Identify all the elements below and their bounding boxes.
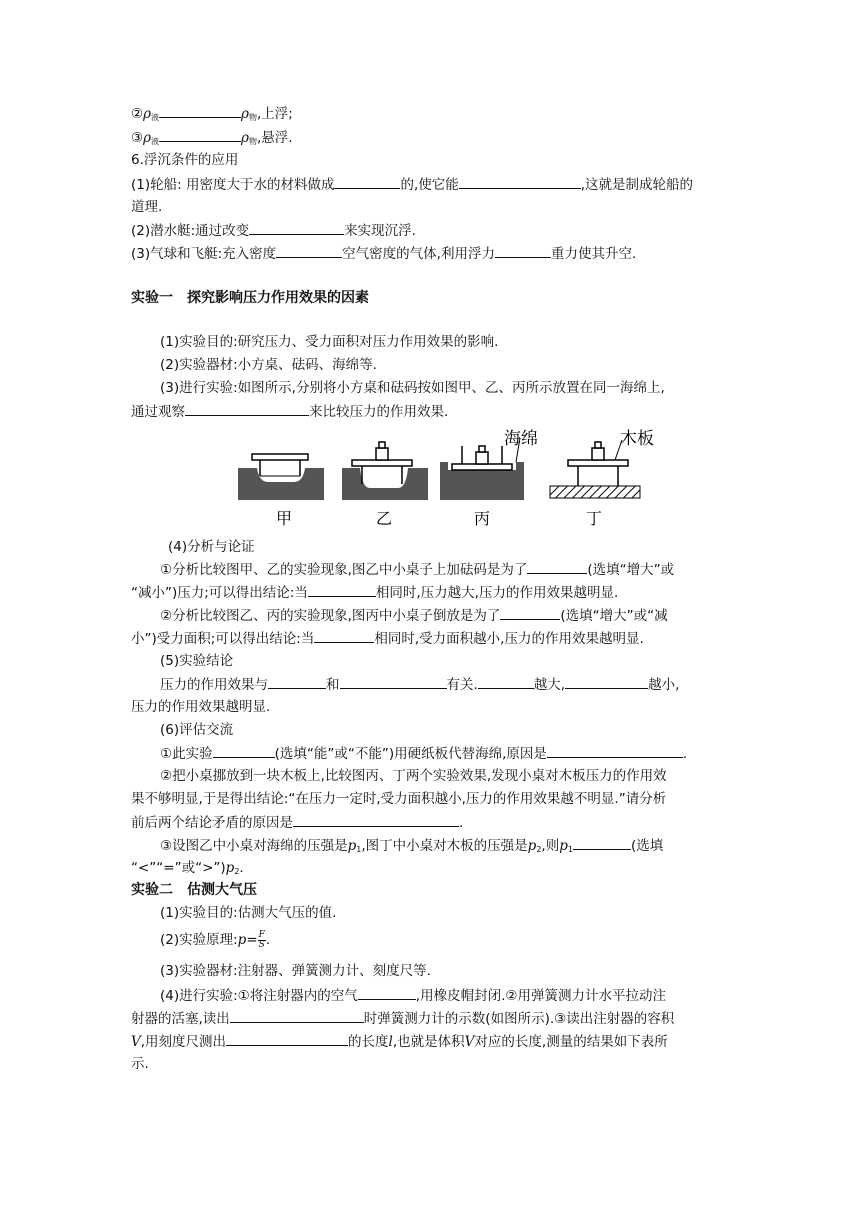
figure-yi bbox=[342, 442, 428, 528]
exp2-procedure-1 bbox=[160, 985, 666, 1006]
subscript-liquid: 液 bbox=[151, 137, 160, 146]
figure-label: 甲 bbox=[276, 509, 293, 528]
condition-text: ,悬浮. bbox=[256, 130, 293, 146]
exp2-procedure-4: 示. bbox=[131, 1056, 149, 1072]
exp2-purpose: (1)实验目的:估测大气压的值. bbox=[160, 905, 337, 921]
board-label: 木板 bbox=[620, 429, 654, 449]
text: 来实现沉浮. bbox=[344, 223, 416, 239]
evaluation-2-line-1: ②把小桌挪放到一块木板上,比较图丙、丁两个实验效果,发现小桌对木板压力的作用效 bbox=[160, 768, 667, 784]
pressure-symbol: p bbox=[237, 932, 247, 948]
text: 通过观察 bbox=[131, 404, 185, 420]
pressure-symbol: p bbox=[527, 838, 537, 854]
text: 前后两个结论矛盾的原因是 bbox=[131, 815, 293, 831]
text: “<”“=”或“>”) bbox=[131, 860, 226, 876]
answer-blank[interactable] bbox=[340, 674, 447, 689]
text: ,用刻度尺测出 bbox=[140, 1034, 227, 1050]
answer-blank[interactable] bbox=[276, 243, 342, 258]
text: ①分析比较图甲、乙的实验现象,图乙中小桌子上加砝码是为了 bbox=[160, 562, 528, 578]
evaluation-title: (6)评估交流 bbox=[160, 722, 234, 738]
pressure-symbol: p bbox=[225, 860, 235, 876]
answer-blank[interactable] bbox=[358, 985, 416, 1000]
text: (2)实验原理: bbox=[160, 932, 238, 948]
sponge-label: 海绵 bbox=[504, 429, 538, 449]
density-condition-rise bbox=[131, 103, 293, 128]
answer-blank[interactable] bbox=[459, 174, 581, 189]
subscript-liquid: 液 bbox=[151, 113, 160, 122]
text: . bbox=[239, 860, 244, 876]
answer-blank[interactable] bbox=[293, 812, 459, 827]
pressure-symbol: p bbox=[347, 838, 357, 854]
numerator: F bbox=[258, 929, 265, 940]
text: . bbox=[265, 932, 271, 948]
text: 相同时,受力面积越小,压力的作用效果越明显. bbox=[374, 631, 644, 647]
answer-blank[interactable] bbox=[230, 1008, 364, 1023]
answer-blank[interactable] bbox=[500, 605, 560, 620]
conclusion-line-2: 压力的作用效果越明显. bbox=[131, 699, 271, 715]
text: . bbox=[682, 746, 688, 762]
balloon-line bbox=[131, 243, 636, 264]
denominator: S bbox=[258, 939, 265, 950]
figure-label: 丙 bbox=[474, 509, 491, 528]
text: 对应的长度,测量的结果如下表所 bbox=[474, 1034, 668, 1050]
answer-blank[interactable] bbox=[249, 220, 344, 235]
figure-label: 乙 bbox=[376, 509, 393, 528]
volume-symbol: V bbox=[464, 1034, 475, 1050]
subscript: 2 bbox=[536, 845, 542, 854]
section-heading: 6.浮沉条件的应用 bbox=[131, 152, 239, 168]
evaluation-1 bbox=[160, 743, 687, 764]
evaluation-2-line-2: 果不够明显,于是得出结论:“在压力一定时,受力面积越小,压力的作用效果越不明显.”请分析 bbox=[131, 791, 667, 807]
rho-symbol: ρ bbox=[241, 130, 249, 146]
text: 相同时,压力越大,压力的作用效果越明显. bbox=[375, 585, 619, 601]
conclusion-title: (5)实验结论 bbox=[160, 653, 234, 669]
figure-bing bbox=[440, 429, 538, 528]
exp2-principle bbox=[160, 930, 270, 950]
text: 空气密度的气体,利用浮力 bbox=[342, 246, 495, 262]
density-condition-suspend bbox=[131, 127, 293, 152]
answer-blank[interactable] bbox=[213, 743, 275, 758]
answer-blank[interactable] bbox=[159, 127, 241, 142]
exp1-procedure-2 bbox=[131, 401, 448, 422]
figure-ding bbox=[550, 429, 654, 528]
text: 和 bbox=[326, 677, 340, 693]
answer-blank[interactable] bbox=[314, 628, 374, 643]
volume-symbol: V bbox=[131, 1034, 141, 1050]
text: ,则 bbox=[541, 838, 560, 854]
answer-blank[interactable] bbox=[268, 674, 326, 689]
exp2-procedure-2 bbox=[131, 1008, 674, 1029]
answer-blank[interactable] bbox=[226, 1031, 348, 1046]
text: 时弹簧测力计的示数(如图所示).③读出注射器的容积 bbox=[363, 1011, 675, 1027]
formula-fraction bbox=[258, 931, 266, 950]
figure-jia bbox=[238, 454, 324, 528]
answer-blank[interactable] bbox=[565, 674, 648, 689]
subscript: 1 bbox=[567, 845, 573, 854]
text: . bbox=[459, 815, 464, 831]
pressure-symbol: p bbox=[559, 838, 568, 854]
item-number: ③ bbox=[131, 130, 144, 146]
text: 有关. bbox=[446, 677, 478, 693]
ship-line bbox=[131, 174, 693, 195]
answer-blank[interactable] bbox=[547, 743, 683, 758]
analysis-2-line-1 bbox=[160, 605, 668, 626]
conclusion-line-1 bbox=[160, 674, 679, 695]
exp1-purpose: (1)实验目的:研究压力、受力面积对压力作用效果的影响. bbox=[160, 334, 499, 350]
exp2-procedure-3 bbox=[131, 1031, 668, 1052]
subscript: 2 bbox=[234, 867, 240, 876]
answer-blank[interactable] bbox=[527, 559, 587, 574]
exp1-materials: (2)实验器材:小方桌、砝码、海绵等. bbox=[160, 357, 377, 373]
evaluation-2-line-3 bbox=[131, 812, 463, 833]
item-number: ② bbox=[131, 106, 144, 122]
text: 重力使其升空. bbox=[550, 246, 637, 262]
rho-symbol: ρ bbox=[241, 106, 249, 122]
analysis-title: (4)分析与论证 bbox=[168, 539, 255, 555]
answer-blank[interactable] bbox=[495, 243, 551, 258]
rho-symbol: ρ bbox=[143, 106, 152, 122]
text: (3)气球和飞艇:充入密度 bbox=[131, 246, 277, 262]
subscript-object: 物 bbox=[248, 113, 257, 122]
text: 越小, bbox=[648, 677, 680, 693]
text: 来比较压力的作用效果. bbox=[309, 404, 449, 420]
rho-symbol: ρ bbox=[143, 130, 152, 146]
answer-blank[interactable] bbox=[159, 103, 241, 118]
submarine-line bbox=[131, 220, 416, 241]
analysis-1-line-1 bbox=[160, 559, 674, 580]
answer-blank[interactable] bbox=[478, 674, 534, 689]
answer-blank[interactable] bbox=[334, 174, 400, 189]
text: ③设图乙中小桌对海绵的压强是 bbox=[160, 838, 348, 854]
answer-blank[interactable] bbox=[185, 401, 309, 416]
text: “减小”)压力;可以得出结论:当 bbox=[131, 585, 308, 601]
text: ②分析比较图乙、丙的实验现象,图丙中小桌子倒放是为了 bbox=[160, 608, 501, 624]
text: ,图丁中小桌对木板的压强是 bbox=[361, 838, 528, 854]
answer-blank[interactable] bbox=[308, 582, 376, 597]
text: (1)轮船: 用密度大于水的材料做成 bbox=[131, 177, 335, 193]
text: ,也就是体积 bbox=[392, 1034, 465, 1050]
text: (选填“增大”或 bbox=[587, 562, 675, 578]
text: 压力的作用效果与 bbox=[160, 677, 268, 693]
text: ,用橡皮帽封闭.②用弹簧测力计水平拉动注 bbox=[415, 988, 666, 1004]
text: (4)进行实验:①将注射器内的空气 bbox=[160, 988, 358, 1004]
figure-label: 丁 bbox=[586, 509, 603, 528]
text: (选填“增大”或“减 bbox=[560, 608, 668, 624]
analysis-2-line-2 bbox=[131, 628, 644, 649]
text: (2)潜水艇:通过改变 bbox=[131, 223, 250, 239]
text: ,这就是制成轮船的 bbox=[580, 177, 694, 193]
evaluation-3-line-1 bbox=[160, 835, 663, 860]
text: ①此实验 bbox=[160, 746, 213, 762]
length-symbol: l bbox=[388, 1034, 393, 1050]
text: (选填 bbox=[630, 838, 664, 854]
text: 的,使它能 bbox=[400, 177, 459, 193]
analysis-1-line-2 bbox=[131, 582, 618, 603]
exp1-procedure-1: (3)进行实验:如图所示,分别将小方桌和砝码按如图甲、乙、丙所示放置在同一海绵上, bbox=[160, 380, 665, 396]
ship-line-2: 道理. bbox=[131, 199, 163, 215]
text: 小”)受力面积;可以得出结论:当 bbox=[131, 631, 315, 647]
experiment-2-title: 实验二 估测大气压 bbox=[131, 882, 257, 898]
pressure-experiment-figure bbox=[230, 424, 670, 530]
exp2-materials: (3)实验器材:注射器、弹簧测力计、刻度尺等. bbox=[160, 963, 431, 979]
subscript-object: 物 bbox=[248, 137, 257, 146]
condition-text: ,上浮; bbox=[256, 106, 293, 122]
text: 越大, bbox=[533, 677, 566, 693]
answer-blank[interactable] bbox=[573, 835, 631, 850]
subscript: 1 bbox=[356, 845, 362, 854]
equals-sign: = bbox=[246, 932, 258, 948]
experiment-1-title: 实验一 探究影响压力作用效果的因素 bbox=[131, 290, 369, 306]
text: 的长度 bbox=[348, 1034, 389, 1050]
text: (选填“能”或“不能”)用硬纸板代替海绵,原因是 bbox=[274, 746, 547, 762]
text: 射器的活塞,读出 bbox=[131, 1011, 230, 1027]
evaluation-3-line-2 bbox=[131, 858, 244, 882]
